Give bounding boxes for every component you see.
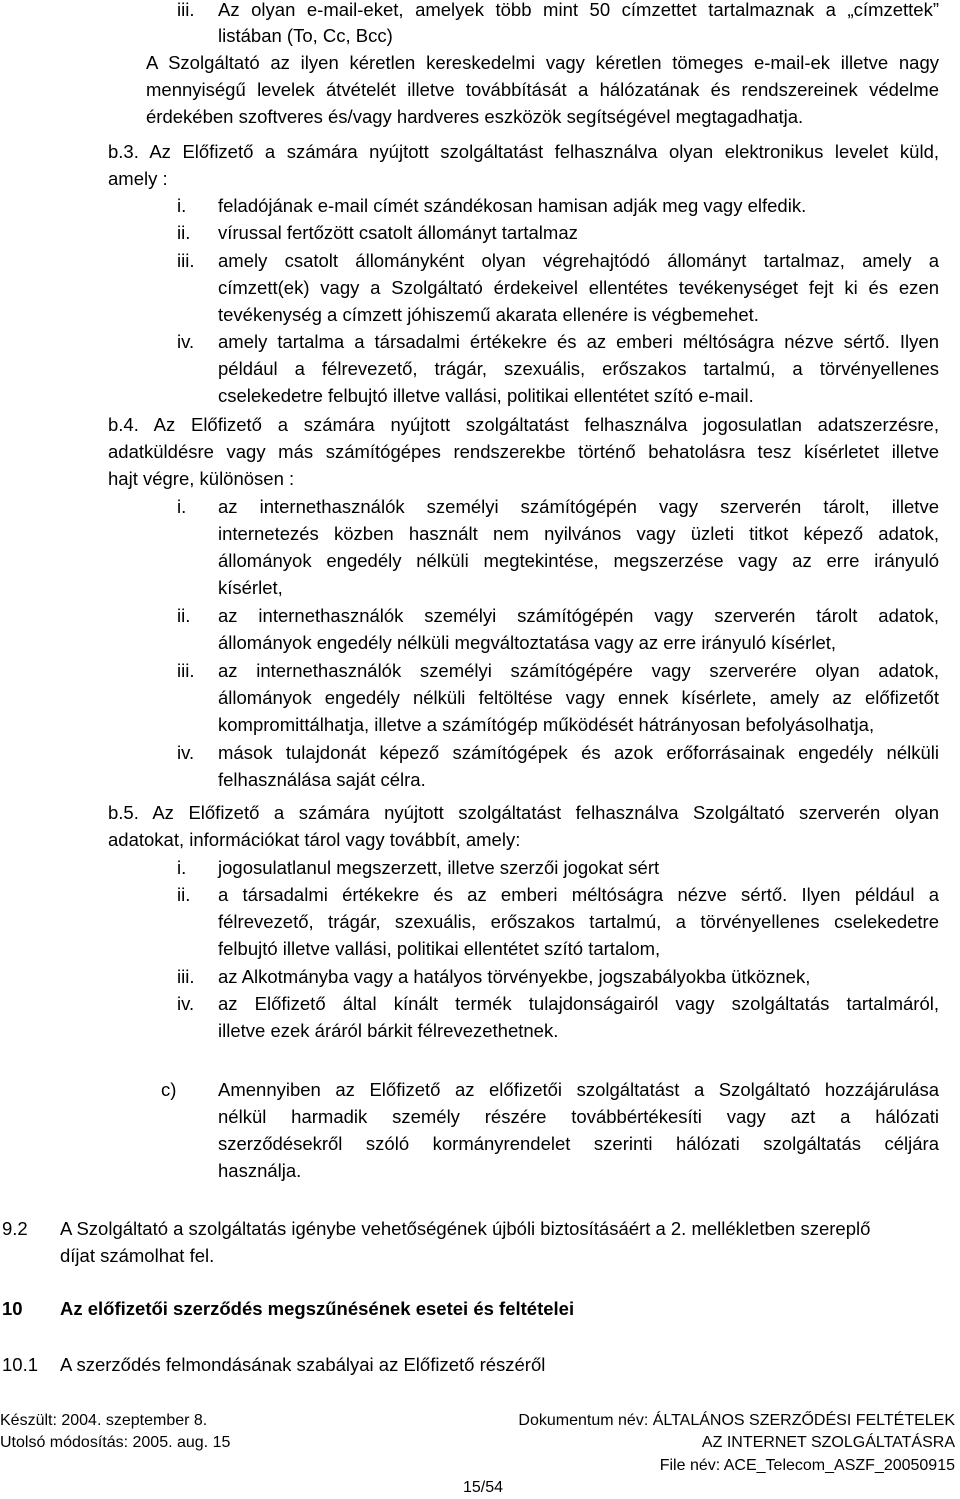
list-item-text: cselekedetre felbujtó illetve vallási, politikai ellentétet szító e-mail. <box>218 385 754 406</box>
section-b4-intro: hajt végre, különösen : <box>108 468 295 489</box>
list-item-text: félrevezető, trágár, szexuális, erőszakos tartalmú, a törvényellenes cselekedetre <box>218 911 939 932</box>
list-item-text: amely csatolt állományként olyan végrehajtódó állományt tartalmaz, amely a <box>218 250 939 271</box>
list-item-text: például a félrevezető, trágár, szexuális, erőszakos tartalmú, a törvényellenes <box>218 358 939 379</box>
footer-file-name: File név: ACE_Telecom_ASZF_20050915 <box>659 1457 955 1474</box>
list-item-text: felbujtó illetve vallási, politikai ellentétet szító tartalom, <box>218 938 661 959</box>
section-b4-intro: adatküldésre vagy más számítógépes rendszerekbe történő behatolásra tesz kísérletet illetve <box>108 441 939 462</box>
list-label: iii. <box>177 0 195 20</box>
list-item-text: címzett(ek) vagy a Szolgáltató érdekeivel ellentétes tevékenységet fejt ki és ezen <box>218 277 939 298</box>
list-label: i. <box>177 857 187 878</box>
paragraph-line: díjat számolhat fel. <box>60 1245 215 1266</box>
list-label: ii. <box>177 605 191 626</box>
list-label: iii. <box>177 966 195 987</box>
list-item-text: állományok engedély nélküli feltöltése vagy ennek kísérlete, amely az előfizetőt <box>218 687 939 708</box>
list-item-text: állományok engedély nélküli megváltoztatása vagy az erre irányuló kísérlet, <box>218 632 837 653</box>
section-number: 9.2 <box>2 1218 28 1239</box>
list-item-text: internetezés közben használt nem nyilvános vagy üzleti titkot képező adatok, <box>218 523 939 544</box>
list-item-text: kísérlet, <box>218 577 283 598</box>
list-item-text: az Előfizető által kínált termék tulajdonságairól vagy szolgáltatás tartalmáról, <box>218 993 939 1014</box>
list-label: iii. <box>177 660 195 681</box>
list-label: ii. <box>177 222 191 243</box>
list-item-text: vírussal fertőzött csatolt állományt tartalmaz <box>218 222 578 243</box>
paragraph-line: A Szolgáltató a szolgáltatás igénybe vehetőségének újbóli biztosításáért a 2. mellékletben szereplő <box>60 1218 871 1239</box>
list-item-text: jogosulatlanul megszerzett, illetve szerzői jogokat sért <box>218 857 660 878</box>
footer-doc-name: Dokumentum név: ÁLTALÁNOS SZERZŐDÉSI FELTÉTELEK <box>518 1412 955 1429</box>
footer-created: Készült: 2004. szeptember 8. <box>0 1412 208 1429</box>
list-item-text: Az olyan e-mail-eket, amelyek több mint 50 címzettet tartalmaznak a „címzettek” <box>218 0 939 20</box>
section-b5-intro: b.5. Az Előfizető a számára nyújtott szolgáltatást felhasználva Szolgáltató szerverén olyan <box>108 802 939 823</box>
subsection-heading: A szerződés felmondásának szabályai az Előfizető részéről <box>60 1354 546 1375</box>
list-label: i. <box>177 195 187 216</box>
section-b4-intro: b.4. Az Előfizető a számára nyújtott szolgáltatást felhasználva jogosulatlan adatszerzésre, <box>108 414 939 435</box>
section-number: 10 <box>2 1298 23 1319</box>
section-heading: Az előfizetői szerződés megszűnésének esetei és feltételei <box>60 1298 575 1319</box>
list-item-text: az internethasználók személyi számítógépén vagy szerverén tárolt, illetve <box>218 496 939 517</box>
list-item-text: feladójának e-mail címét szándékosan hamisan adják meg vagy elfedik. <box>218 195 807 216</box>
section-b3-intro: amely : <box>108 168 168 189</box>
list-item-text: állományok engedély nélküli megtekintése, megszerzése vagy az erre irányuló <box>218 550 939 571</box>
section-b5-intro: adatokat, információkat tárol vagy továbbít, amely: <box>108 829 521 850</box>
list-item-text: mások tulajdonát képező számítógépek és azok erőforrásainak engedély nélküli <box>218 742 939 763</box>
list-item-text: illetve ezek áráról bárkit félrevezethetnek. <box>218 1020 559 1041</box>
list-item-text: tevékenység a címzett jóhiszemű akarata ellenére is végbemehet. <box>218 304 759 325</box>
paragraph-line: A Szolgáltató az ilyen kéretlen kereskedelmi vagy kéretlen tömeges e-mail-ek illetve nagy <box>146 52 939 73</box>
list-label: iii. <box>177 250 195 271</box>
section-b3-intro: b.3. Az Előfizető a számára nyújtott szolgáltatást felhasználva olyan elektronikus levelet küld, <box>108 141 939 162</box>
list-item-text: az internethasználók személyi számítógépére vagy szerverére olyan adatok, <box>218 660 939 681</box>
section-number: 10.1 <box>2 1354 39 1375</box>
list-item-text: kompromittálhatja, illetve a számítógép működését hátrányosan befolyásolhatja, <box>218 714 875 735</box>
footer-doc-name-2: AZ INTERNET SZOLGÁLTATÁSRA <box>701 1434 955 1451</box>
paragraph-line: érdekében szoftveres és/vagy hardveres eszközök segítségével megtagadhatja. <box>146 106 804 127</box>
list-item-text: amely tartalma a társadalmi értékekre és az emberi méltóságra nézve sértő. Ilyen <box>218 331 939 352</box>
list-label: iv. <box>177 331 195 352</box>
list-item-text: a társadalmi értékekre és az emberi méltóságra nézve sértő. Ilyen például a <box>218 884 939 905</box>
list-item-text: az internethasználók személyi számítógépén vagy szerverén tárolt adatok, <box>218 605 939 626</box>
list-item-text: listában (To, Cc, Bcc) <box>218 25 393 46</box>
footer-modified: Utolsó módosítás: 2005. aug. 15 <box>0 1434 231 1451</box>
page-number: 15/54 <box>463 1479 504 1496</box>
paragraph-line: nélkül harmadik személy részére továbbértékesíti vagy azt a hálózati <box>218 1106 939 1127</box>
list-item-text: felhasználása saját célra. <box>218 769 426 790</box>
list-label: i. <box>177 496 187 517</box>
list-label: c) <box>161 1079 177 1100</box>
paragraph-line: mennyiségű levelek átvételét illetve továbbítását a hálózatának és rendszereinek védelme <box>146 79 939 100</box>
list-label: iv. <box>177 742 195 763</box>
list-label: ii. <box>177 884 191 905</box>
paragraph-line: Amennyiben az Előfizető az előfizetői szolgáltatást a Szolgáltató hozzájárulása <box>218 1079 939 1100</box>
paragraph-line: használja. <box>218 1160 302 1181</box>
list-item-text: az Alkotmányba vagy a hatályos törvényekbe, jogszabályokba ütköznek, <box>218 966 811 987</box>
paragraph-line: szerződésekről szóló kormányrendelet szerinti hálózati szolgáltatás céljára <box>218 1133 939 1154</box>
list-label: iv. <box>177 993 195 1014</box>
